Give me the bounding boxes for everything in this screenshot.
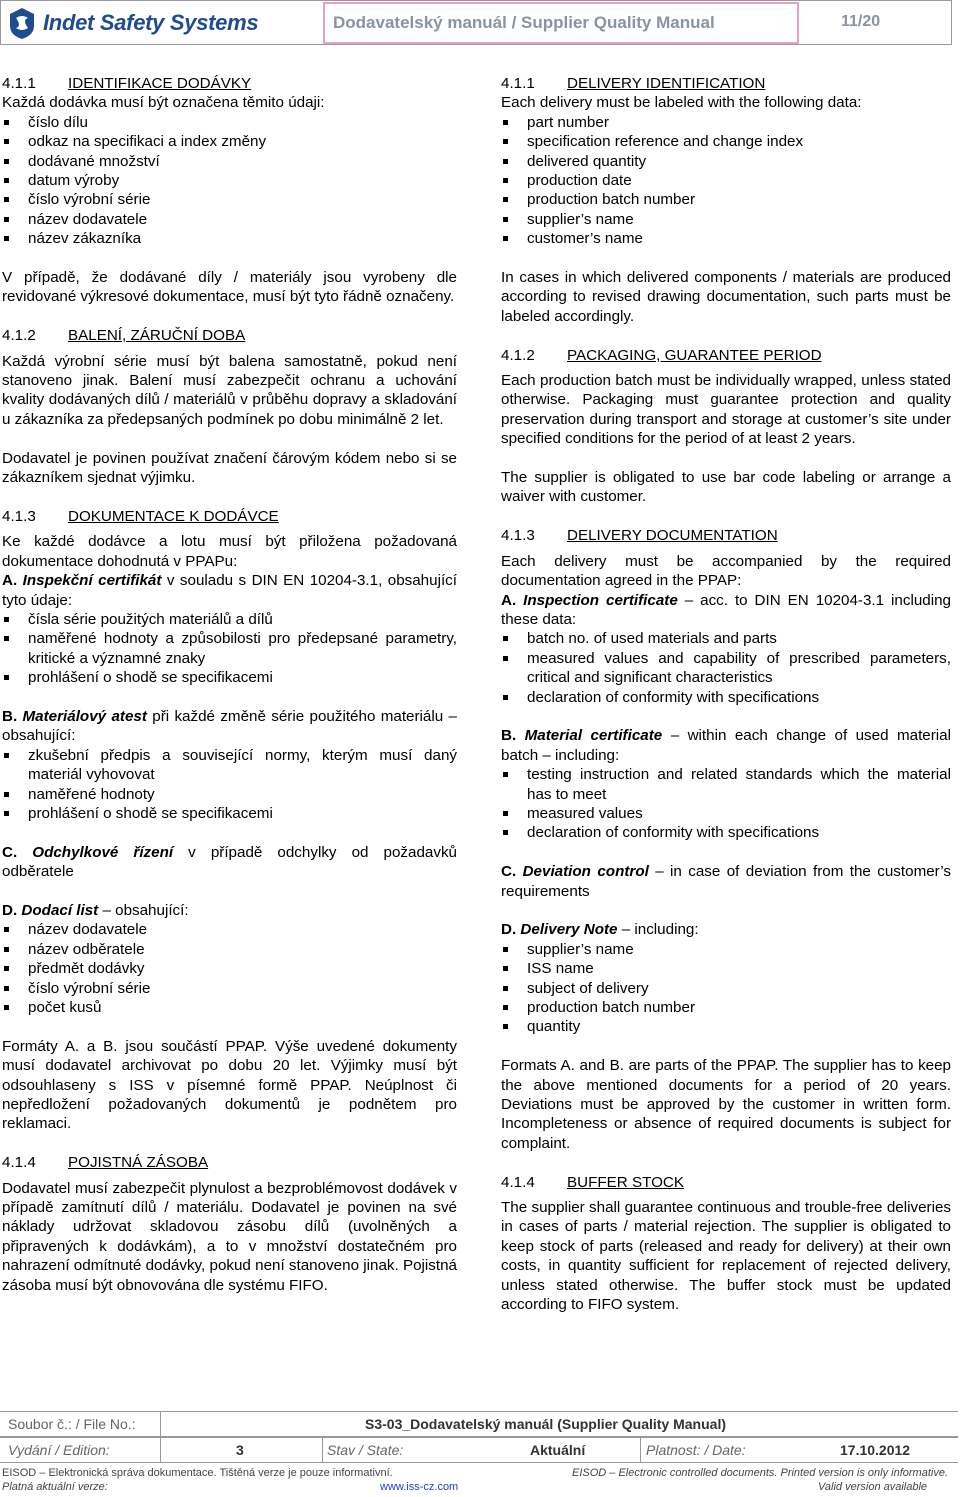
section-4-1-3-heading: 4.1.3 DOKUMENTACE K DODÁVCE (2, 507, 279, 525)
document-title-box (323, 2, 799, 44)
item-b-heading: B. Materiálový atest při každé změně série použitého materiálu – obsahující: (2, 707, 457, 745)
section-4-1-4-paragraph: Dodavatel musí zabezpečit plynulost a bezproblémovost dodávek v případě zamítnutí dílů / materiálu. Dodavatel je povinen na své náklady udržovat skladovou zásobu dílů (uvolněných a připravených k dodávkám), a to v množství dostatečném pro nahrazení odmítnuté dodávky, pokud není stanoveno jinak. Pojistná zásoba musí být obnovována dle systému FIFO. (2, 1179, 457, 1294)
section-4-1-2-paragraph: Each production batch must be individually wrapped, unless stated otherwise. Packaging must guarantee protection and quality preservation during transport and storage at customer’s site under specified conditions for the period of at least 2 years. (501, 372, 951, 448)
item-d-list (2, 920, 457, 1017)
list-item: naměřené hodnoty a způsobilosti pro předepsané parametry, kritické a významné znaky (2, 629, 457, 668)
state-label: Stav / State: (327, 1442, 404, 1458)
list-item: production batch number (501, 998, 951, 1017)
list-item: čísla série použitých materiálů a dílů (2, 610, 457, 629)
list-item: počet kusů (2, 998, 457, 1017)
list-item: název dodavatele (2, 210, 457, 229)
company-name: Indet Safety Systems (43, 10, 259, 35)
item-b-list (2, 746, 457, 824)
footer-valid-cz: Platná aktuální verze: (2, 1481, 108, 1493)
section-4-1-1-heading: 4.1.1 DELIVERY IDENTIFICATION (501, 75, 766, 92)
section-4-1-3-paragraph: Formats A. and B. are parts of the PPAP. The supplier has to keep the above mentioned documents for a period of 20 years. Deviations must be approved by the customer in written form. Incompleteness or absence of required documents is subject for complaint. (501, 1057, 951, 1152)
item-c-heading: C. Deviation control – in case of deviation from the customer’s requirements (501, 863, 951, 900)
list-item: naměřené hodnoty (2, 785, 457, 804)
footer-valid-en: Valid version available (818, 1481, 928, 1493)
list-item: declaration of conformity with specifications (501, 823, 951, 842)
item-d-heading: D. Dodací list – obsahující: (2, 901, 189, 919)
page-number: 11/20 (841, 13, 881, 30)
item-b-heading: B. Material certificate – within each change of used material batch – including: (501, 727, 951, 764)
list-item: název dodavatele (2, 920, 457, 939)
section-4-1-4-heading: 4.1.4 POJISTNÁ ZÁSOBA (2, 1154, 209, 1172)
czech-column (2, 74, 457, 1295)
list-item: production batch number (501, 190, 951, 209)
list-item: číslo výrobní série (2, 190, 457, 209)
state-value: Aktuální (530, 1442, 586, 1458)
iss-logo-icon (7, 6, 37, 40)
item-a-list (2, 610, 457, 688)
edition-value: 3 (236, 1442, 244, 1458)
list-item: prohlášení o shodě se specifikacemi (2, 668, 457, 687)
website-link[interactable]: www.iss-cz.com (380, 1481, 459, 1493)
section-4-1-3-intro: Ke každé dodávce a lotu musí být přiložena požadovaná dokumentace dohodnutá v PPAPu: (2, 533, 457, 570)
list-item: název odběratele (2, 940, 457, 959)
section-4-1-4-heading: 4.1.4 BUFFER STOCK (501, 1173, 685, 1191)
file-label: Soubor č.: / File No.: (8, 1416, 136, 1432)
footer-edition-row (0, 1437, 958, 1463)
list-item: part number (501, 113, 951, 132)
section-4-1-1-intro: Každá dodávka musí být označena těmito údaji: (2, 94, 325, 112)
section-4-1-4-paragraph: The supplier shall guarantee continuous and trouble-free deliveries in cases of parts / material rejection. The supplier is obligated to keep stock of parts (released and ready for delivery) at their own costs, in quantity sufficient for replacement of rejected delivery, unless stated otherwise. The buffer stock must be updated according to FIFO system. (501, 1199, 951, 1314)
document-title: Dodavatelský manuál / Supplier Quality Manual (333, 13, 715, 32)
footer-note-cz: EISOD – Elektronická správa dokumentace. Tištěná verze je pouze informativní. (2, 1467, 393, 1479)
list-item: zkušební předpis a související normy, kterým musí daný materiál vyhovovat (2, 746, 457, 785)
list-item: číslo výrobní série (2, 979, 457, 998)
list-item: specification reference and change index (501, 132, 951, 151)
list-item: quantity (501, 1017, 951, 1036)
section-4-1-2-heading: 4.1.2 PACKAGING, GUARANTEE PERIOD (501, 346, 822, 364)
list-item: declaration of conformity with specifications (501, 688, 951, 707)
section-4-1-1-paragraph: In cases in which delivered components / materials are produced according to revised drawing documentation, such parts must be labeled accordingly. (501, 269, 951, 325)
section-4-1-3-paragraph: Formáty A. a B. jsou součástí PPAP. Výše uvedené dokumenty musí dodavatel archivovat po dobu 20 let. Výjimky musí být odsouhlaseny s ISS v písemné formě PPAP. Neúplnost či nepředložení požadovaných dokumentů je podnětem pro reklamaci. (2, 1037, 457, 1133)
section-4-1-2-paragraph-2: Dodavatel je povinen používat značení čárovým kódem nebo si se zákazníkem sjednat výjimku. (2, 449, 457, 487)
company-logo (7, 5, 258, 41)
list-item: subject of delivery (501, 979, 951, 998)
list-item: datum výroby (2, 171, 457, 190)
section-4-1-1-intro: Each delivery must be labeled with the following data: (501, 94, 862, 112)
section-4-1-1-heading: 4.1.1 IDENTIFIKACE DODÁVKY (2, 75, 252, 92)
section-4-1-2-heading: 4.1.2 BALENÍ, ZÁRUČNÍ DOBA (2, 327, 246, 345)
item-d-heading: D. Delivery Note – including: (501, 921, 699, 939)
list-item: measured values and capability of prescribed parameters, critical and significant characteristics (501, 649, 951, 688)
list-item: číslo dílu (2, 113, 457, 132)
item-a-heading: A. Inspekční certifikát v souladu s DIN EN 10204-3.1, obsahující tyto údaje: (2, 572, 457, 609)
footer-note-en: EISOD – Electronic controlled documents. Printed version is only informative. (572, 1467, 948, 1479)
edition-label: Vydání / Edition: (8, 1442, 110, 1458)
section-4-1-2-paragraph-2: The supplier is obligated to use bar code labeling or arrange a waiver with customer. (501, 469, 951, 506)
item-a-heading: A. Inspection certificate – acc. to DIN EN 10204-3.1 including these data: (501, 591, 951, 628)
list-item: batch no. of used materials and parts (501, 629, 951, 648)
identification-list (2, 113, 457, 249)
item-c-heading: C. Odchylkové řízení v případě odchylky od požadavků odběratele (2, 843, 457, 881)
date-value: 17.10.2012 (840, 1442, 911, 1458)
footer-url[interactable] (380, 1481, 458, 1493)
section-4-1-3-intro: Each delivery must be accompanied by the required documentation agreed in the PPAP: (501, 552, 951, 590)
section-4-1-1-paragraph: V případě, že dodávané díly / materiály jsou vyrobeny dle revidované výkresové dokumentace, musí být tyto řádně označeny. (2, 269, 457, 306)
item-a-list (501, 629, 951, 707)
list-item: delivered quantity (501, 152, 951, 171)
list-item: measured values (501, 804, 951, 823)
section-4-1-2-paragraph: Každá výrobní série musí být balena samostatně, pokud není stanoveno jinak. Balení musí zabezpečit ochranu a uchování kvality dodávaných dílů / materiálů v průběhu dopravy a skladování u zákazníka za předepsaných podmínek po dobu minimálně 2 let. (2, 352, 457, 428)
list-item: předmět dodávky (2, 959, 457, 978)
list-item: název zákazníka (2, 229, 457, 248)
list-item: dodávané množství (2, 152, 457, 171)
list-item: prohlášení o shodě se specifikacemi (2, 804, 457, 823)
list-item: supplier’s name (501, 940, 951, 959)
footer-file-row (0, 1411, 958, 1437)
list-item: production date (501, 171, 951, 190)
item-d-list (501, 940, 951, 1037)
page-header (0, 0, 952, 45)
english-column (501, 74, 951, 1314)
list-item: testing instruction and related standards which the material has to meet (501, 765, 951, 804)
list-item: ISS name (501, 959, 951, 978)
date-label: Platnost: / Date: (646, 1442, 746, 1458)
list-item: supplier’s name (501, 210, 951, 229)
section-4-1-3-heading: 4.1.3 DELIVERY DOCUMENTATION (501, 527, 778, 545)
identification-list (501, 113, 951, 249)
list-item: odkaz na specifikaci a index změny (2, 132, 457, 151)
list-item: customer’s name (501, 229, 951, 248)
item-b-list (501, 765, 951, 843)
file-value: S3-03_Dodavatelský manuál (Supplier Quality Manual) (365, 1416, 726, 1432)
